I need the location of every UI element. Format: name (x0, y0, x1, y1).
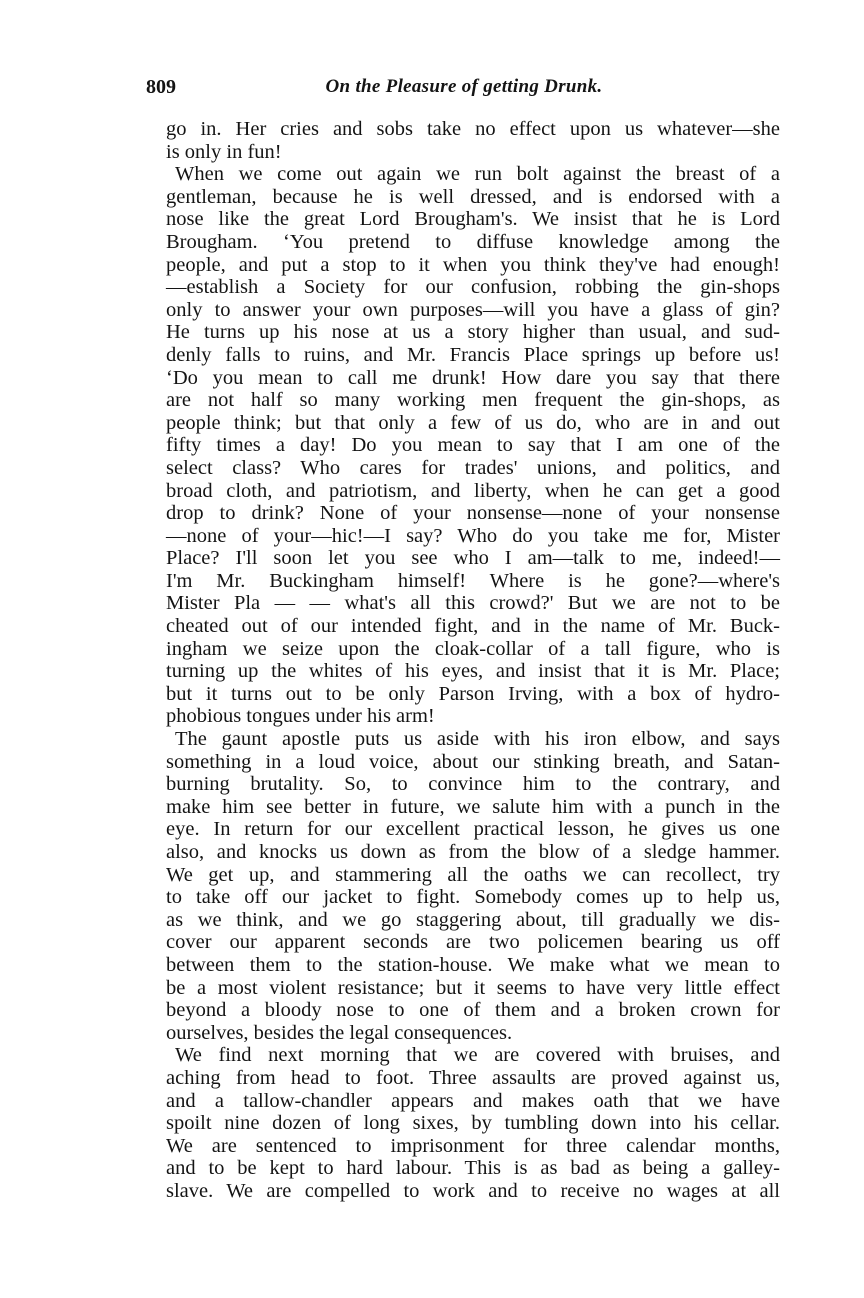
text-line: and to be kept to hard labour. This is as bad as being a galley- (166, 1157, 780, 1180)
text-line: something in a loud voice, about our stinking breath, and Satan- (166, 750, 780, 773)
body-text (166, 118, 780, 1203)
text-line: nose like the great Lord Brougham's. We insist that he is Lord (166, 208, 780, 231)
text-line: —none of your—hic!—I say? Who do you take me for, Mister (166, 524, 780, 547)
text-line: broad cloth, and patriotism, and liberty, when he can get a good (166, 479, 780, 502)
text-line: is only in fun! (166, 140, 282, 163)
text-line: ‘Do you mean to call me drunk! How dare you say that there (166, 366, 780, 389)
text-line: phobious tongues under his arm! (166, 705, 435, 728)
text-line: slave. We are compelled to work and to receive no wages at all (166, 1179, 780, 1202)
text-line: fifty times a day! Do you mean to say that I am one of the (166, 434, 780, 457)
text-line: gentleman, because he is well dressed, and is endorsed with a (166, 185, 780, 208)
text-line: be a most violent resistance; but it seems to have very little effect (166, 976, 780, 999)
text-line: turning up the whites of his eyes, and insist that it is Mr. Place; (166, 660, 780, 683)
text-line: between them to the station-house. We make what we mean to (166, 953, 780, 976)
text-line: as we think, and we go staggering about, till gradually we dis- (166, 908, 780, 931)
text-line: —establish a Society for our confusion, robbing the gin-shops (166, 276, 780, 299)
text-line: burning brutality. So, to convince him to the contrary, and (166, 773, 780, 796)
text-line: Brougham. ‘You pretend to diffuse knowledge among the (166, 230, 780, 253)
text-line: but it turns out to be only Parson Irving, with a box of hydro- (166, 682, 780, 705)
page-header (146, 74, 782, 104)
text-line: to take off our jacket to fight. Somebody comes up to help us, (166, 886, 780, 909)
page-number: 809 (146, 76, 176, 98)
text-line: cheated out of our intended fight, and in the name of Mr. Buck- (166, 615, 780, 638)
text-line: beyond a bloody nose to one of them and a broken crown for (166, 999, 780, 1022)
text-line: are not half so many working men frequent the gin-shops, as (166, 389, 780, 412)
text-line: select class? Who cares for trades' unions, and politics, and (166, 456, 780, 479)
text-line: The gaunt apostle puts us aside with his iron elbow, and says (175, 728, 780, 751)
text-line: go in. Her cries and sobs take no effect upon us whatever—she (166, 118, 780, 140)
text-line: aching from head to foot. Three assaults are proved against us, (166, 1066, 780, 1089)
text-line: When we come out again we run bolt against the breast of a (175, 163, 780, 186)
text-line: I'm Mr. Buckingham himself! Where is he gone?—where's (166, 569, 780, 592)
text-line: and a tallow-chandler appears and makes oath that we have (166, 1089, 780, 1112)
text-line: also, and knocks us down as from the blow of a sledge hammer. (166, 841, 780, 863)
text-line: people think; but that only a few of us do, who are in and out (166, 411, 780, 434)
text-line: cover our apparent seconds are two policemen bearing us off (166, 931, 780, 954)
text-line: spoilt nine dozen of long sixes, by tumbling down into his cellar. (166, 1112, 780, 1135)
text-line: We get up, and stammering all the oaths we can recollect, try (166, 863, 780, 886)
text-line: ingham we seize upon the cloak-collar of a tall figure, who is (166, 637, 780, 660)
text-line: ourselves, besides the legal consequences. (166, 1021, 513, 1044)
running-title: On the Pleasure of getting Drunk. (325, 76, 603, 97)
text-line: denly falls to ruins, and Mr. Francis Place springs up before us! (166, 343, 780, 366)
text-line: drop to drink? None of your nonsense—none of your nonsense (166, 502, 780, 525)
text-line: Mister Pla — — what's all this crowd?' But we are not to be (166, 592, 780, 615)
text-line: people, and put a stop to it when you think they've had enough! (166, 253, 780, 276)
text-line: only to answer your own purposes—will you have a glass of gin? (166, 298, 780, 321)
text-line: We are sentenced to imprisonment for three calendar months, (166, 1134, 780, 1157)
text-line: He turns up his nose at us a story higher than usual, and sud- (166, 321, 780, 344)
text-line: We find next morning that we are covered with bruises, and (175, 1044, 780, 1067)
text-line: make him see better in future, we salute him with a punch in the (166, 795, 780, 818)
text-line: eye. In return for our excellent practical lesson, he gives us one (166, 818, 780, 841)
text-line: Place? I'll soon let you see who I am—talk to me, indeed!— (166, 547, 780, 570)
